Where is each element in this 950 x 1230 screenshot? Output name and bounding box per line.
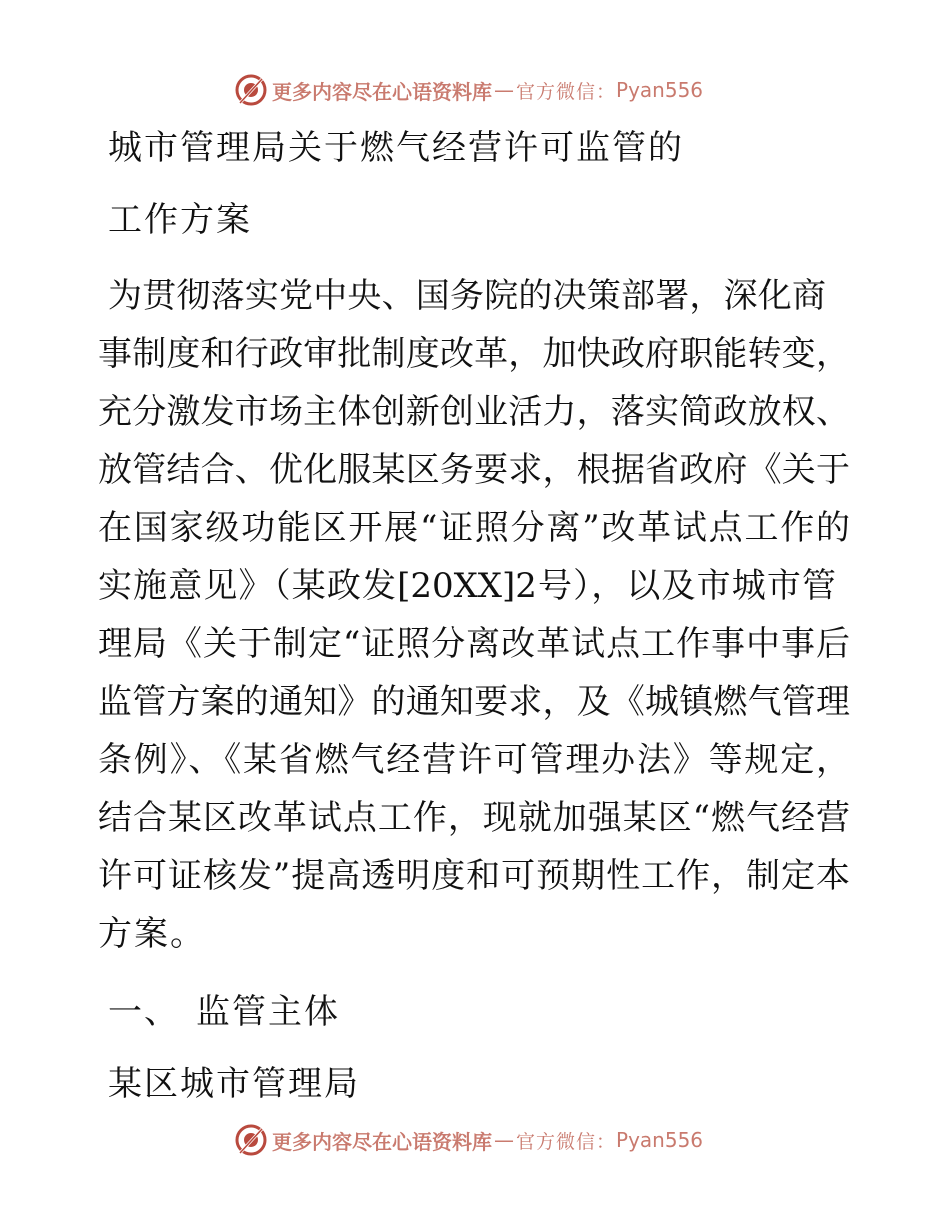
watermark-id: Pyan556 xyxy=(616,1128,704,1152)
watermark-footer xyxy=(234,1122,703,1158)
paragraph-line: 在国家级功能区开展“证照分离”改革试点工作的 xyxy=(98,508,850,548)
quill-logo-icon xyxy=(234,1123,268,1157)
quill-logo-icon xyxy=(234,73,268,107)
watermark-dash: — xyxy=(494,78,514,102)
section-1-number: 一、 xyxy=(108,992,180,1032)
paragraph-line: 理局《关于制定“证照分离改革试点工作事中事后 xyxy=(98,624,850,664)
document-title-line-1: 城市管理局关于燃气经营许可监管的 xyxy=(108,128,684,168)
paragraph-line: 监管方案的通知》的通知要求，及《城镇燃气管理 xyxy=(98,682,850,722)
paragraph-line: 放管结合、优化服某区务要求，根据省政府《关于 xyxy=(98,450,850,490)
watermark-sub-text: 官方微信： xyxy=(516,1130,617,1153)
watermark-sub-text: 官方微信： xyxy=(516,80,617,103)
paragraph-line: 实施意见》（某政发[20XX]2号），以及市城市管 xyxy=(98,566,836,606)
paragraph-line: 许可证核发”提高透明度和可预期性工作，制定本 xyxy=(98,856,850,896)
document-title-line-2: 工作方案 xyxy=(108,200,252,240)
watermark-main-text: 更多内容尽在心语资料库 xyxy=(272,79,492,104)
watermark-id: Pyan556 xyxy=(616,78,704,102)
paragraph-line: 事制度和行政审批制度改革，加快政府职能转变， xyxy=(98,334,850,374)
watermark-header xyxy=(234,72,703,108)
paragraph-line: 为贯彻落实党中央、国务院的决策部署，深化商 xyxy=(108,276,826,316)
paragraph-line: 方案。 xyxy=(98,914,206,954)
paragraph-line: 结合某区改革试点工作，现就加强某区“燃气经营 xyxy=(98,798,850,838)
watermark-dash: — xyxy=(494,1128,514,1152)
watermark-main-text: 更多内容尽在心语资料库 xyxy=(272,1129,492,1154)
paragraph-line: 充分激发市场主体创新创业活力，落实简政放权、 xyxy=(98,392,850,432)
section-1-body: 某区城市管理局 xyxy=(108,1064,360,1104)
section-1-title: 监管主体 xyxy=(196,992,340,1032)
paragraph-line: 条例》、《某省燃气经营许可管理办法》等规定， xyxy=(98,740,850,780)
